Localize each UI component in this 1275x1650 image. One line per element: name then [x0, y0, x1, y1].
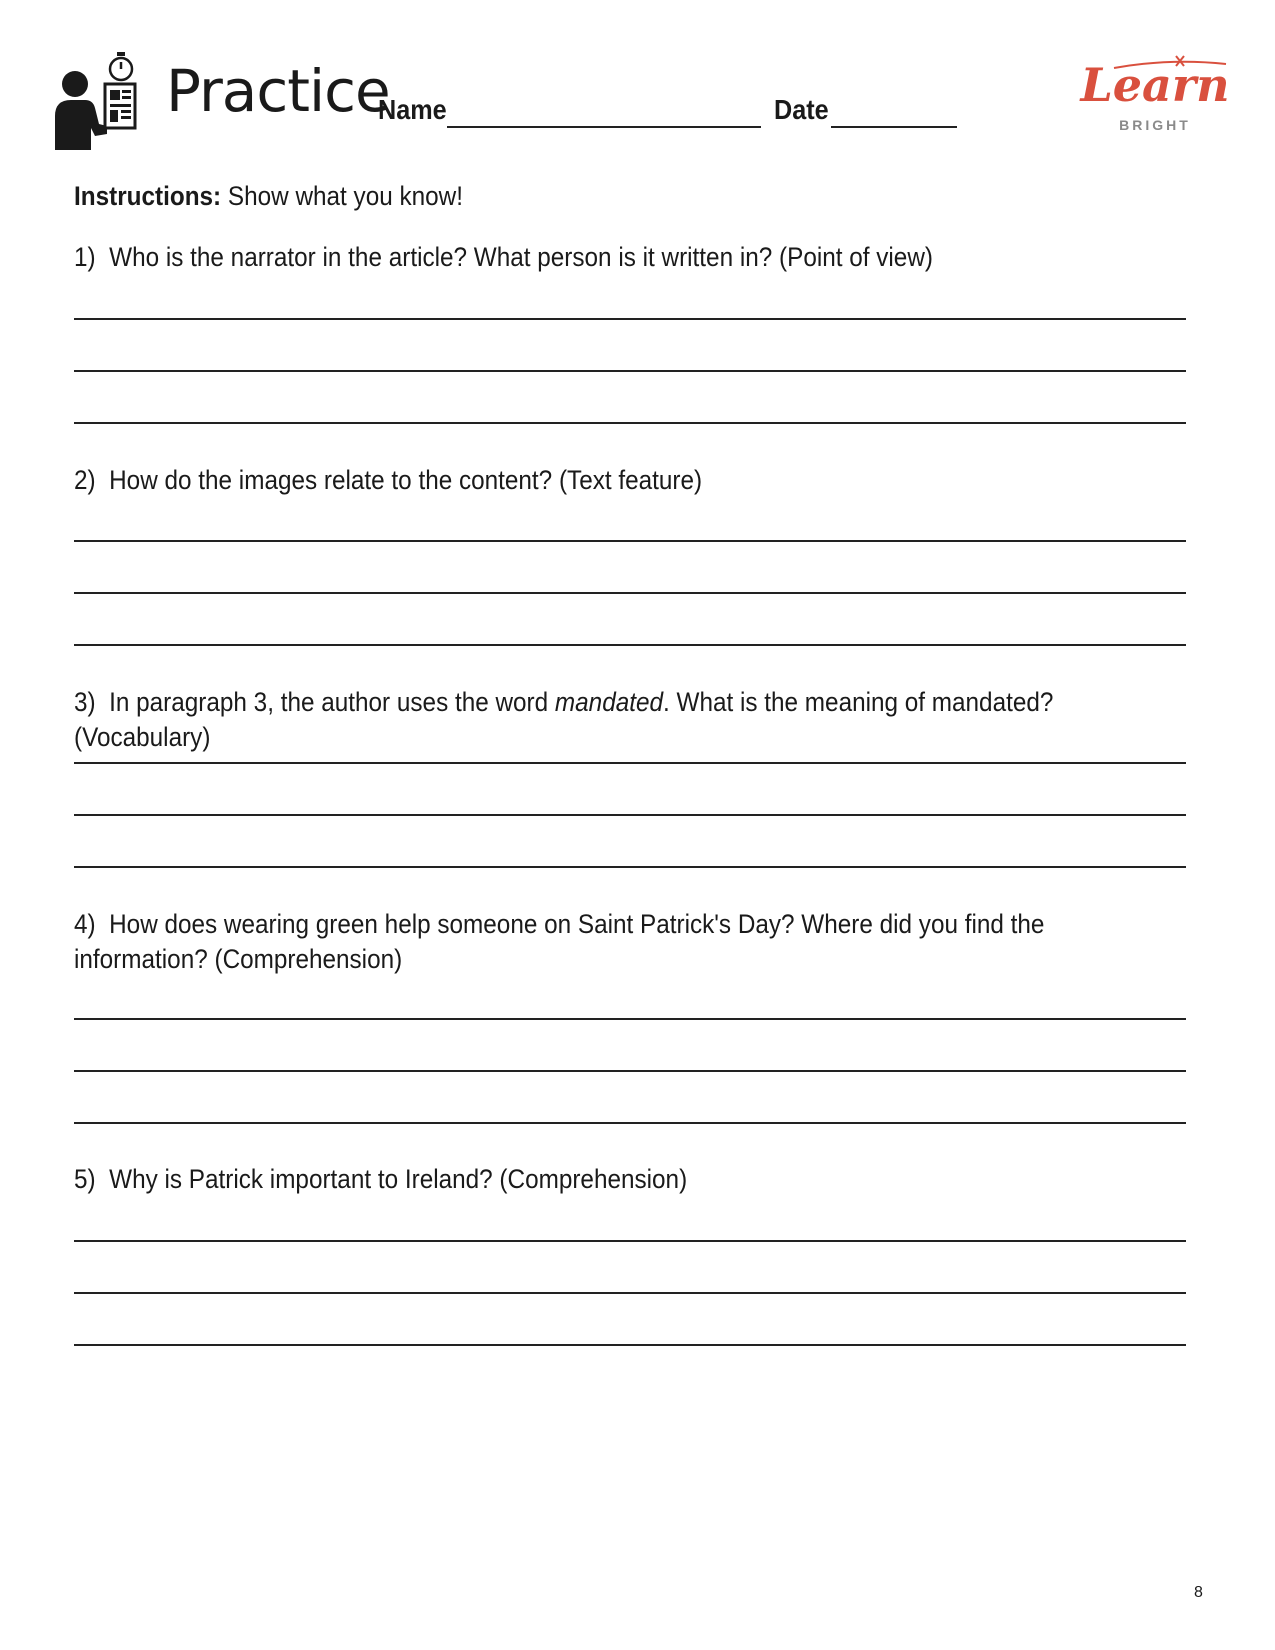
- question-text-after: . What is the meaning of mandated? (Vocabulary): [74, 687, 1054, 752]
- question-text: How do the images relate to the content? (Text feature): [109, 465, 703, 495]
- answer-line-5a[interactable]: [74, 1240, 1186, 1242]
- student-worksheet-icon: [55, 50, 141, 160]
- question-text: Why is Patrick important to Ireland? (Comprehension): [109, 1164, 688, 1194]
- answer-line-3a[interactable]: [74, 762, 1186, 764]
- date-label: Date: [774, 94, 829, 125]
- question-1: [74, 240, 1136, 275]
- date-field[interactable]: [831, 126, 957, 128]
- answer-line-2a[interactable]: [74, 540, 1186, 542]
- answer-line-5c[interactable]: [74, 1344, 1186, 1346]
- name-label: Name: [378, 94, 447, 125]
- instructions-text: Show what you know!: [227, 181, 463, 211]
- answer-line-1b[interactable]: [74, 370, 1186, 372]
- question-5: [74, 1162, 1136, 1197]
- instructions: [74, 180, 463, 212]
- question-number: 1): [74, 242, 96, 272]
- answer-line-2c[interactable]: [74, 644, 1186, 646]
- question-number: 5): [74, 1164, 96, 1194]
- instructions-label: Instructions:: [74, 181, 222, 211]
- question-emphasis: mandated: [554, 687, 664, 717]
- answer-line-1c[interactable]: [74, 422, 1186, 424]
- answer-line-4b[interactable]: [74, 1070, 1186, 1072]
- logo-word: Learn: [1080, 58, 1230, 112]
- learn-bright-logo: [1080, 58, 1230, 142]
- question-number: 2): [74, 465, 96, 495]
- question-3: [74, 685, 1136, 755]
- question-text: Who is the narrator in the article? What person is it written in? (Point of view): [109, 242, 933, 272]
- answer-line-3c[interactable]: [74, 866, 1186, 868]
- question-text: How does wearing green help someone on Saint Patrick's Day? Where did you find the information? (Comprehension): [74, 909, 1045, 974]
- question-number: 4): [74, 909, 96, 939]
- answer-line-4a[interactable]: [74, 1018, 1186, 1020]
- logo-subtitle: BRIGHT: [1119, 117, 1191, 133]
- answer-line-1a[interactable]: [74, 318, 1186, 320]
- answer-line-5b[interactable]: [74, 1292, 1186, 1294]
- question-number: 3): [74, 687, 96, 717]
- page-title: Practice: [166, 57, 390, 125]
- stopwatch-icon: [110, 52, 132, 80]
- name-field[interactable]: [447, 126, 761, 128]
- question-text-before: In paragraph 3, the author uses the word: [109, 687, 555, 717]
- page-number: 8: [1194, 1584, 1203, 1601]
- question-2: [74, 463, 1136, 498]
- question-4: [74, 907, 1136, 977]
- worksheet-icon: [105, 84, 135, 128]
- answer-line-4c[interactable]: [74, 1122, 1186, 1124]
- answer-line-2b[interactable]: [74, 592, 1186, 594]
- answer-line-3b[interactable]: [74, 814, 1186, 816]
